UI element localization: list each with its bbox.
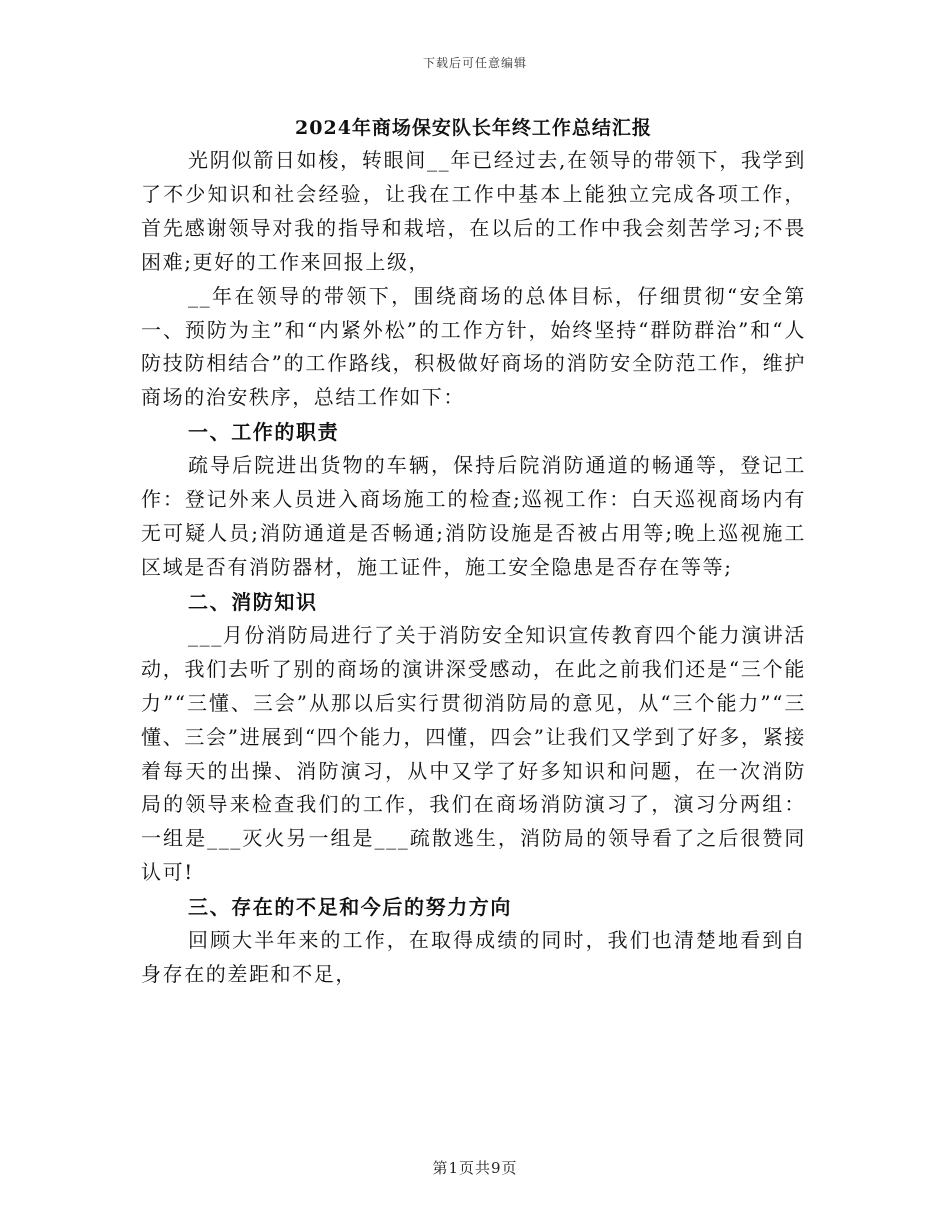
section-3-paragraph: 回顾大半年来的工作，在取得成绩的同时，我们也清楚地看到自身存在的差距和不足， xyxy=(141,928,806,987)
page-indicator: 第1页共9页 xyxy=(432,1159,518,1177)
document-title: 2024年商场保安队长年终工作总结汇报 xyxy=(295,117,652,139)
document-body xyxy=(141,112,806,992)
intro-paragraph-2: __年在领导的带领下，围绕商场的总体目标，仔细贯彻“安全第一、预防为主”和“内紧外松”的工作方针，始终坚持“群防群治”和“人防技防相结合”的工作路线，积极做好商场的消防安全防范工作，维护商场的治安秩序，总结工作如下： xyxy=(141,283,806,410)
section-2-heading: 二、消防知识 xyxy=(188,589,318,614)
section-3-heading: 三、存在的不足和今后的努力方向 xyxy=(188,895,512,920)
section-1-paragraph: 疏导后院进出货物的车辆，保持后院消防通道的畅通等，登记工作：登记外来人员进入商场施工的检查;巡视工作：白天巡视商场内有无可疑人员;消防通道是否畅通;消防设施是否被占用等;晚上巡视施工区域是否有消防器材，施工证件，施工安全隐患是否存在等等; xyxy=(141,453,806,579)
intro-paragraph-1: 光阴似箭日如梭，转眼间__年已经过去,在领导的带领下，我学到了不少知识和社会经验，让我在工作中基本上能独立完成各项工作，首先感谢领导对我的指导和栽培，在以后的工作中我会刻苦学习;不畏困难;更好的工作来回报上级， xyxy=(141,148,806,274)
section-2-paragraph: ___月份消防局进行了关于消防安全知识宣传教育四个能力演讲活动，我们去听了别的商场的演讲深受感动，在此之前我们还是“三个能力”“三懂、三会”从那以后实行贯彻消防局的意见，从“三个能力”“三懂、三会”进展到“四个能力，四懂，四会”让我们又学到了好多，紧接着每天的出操、消防演习，从中又学了好多知识和问题，在一次消防局的领导来检查我们的工作，我们在商场消防演习了，演习分两组：一组是___灭火另一组是___疏散逃生，消防局的领导看了之后很赞同认可! xyxy=(141,622,806,885)
header-note: 下载后可任意编辑 xyxy=(422,56,527,70)
section-1-heading: 一、工作的职责 xyxy=(188,420,340,445)
